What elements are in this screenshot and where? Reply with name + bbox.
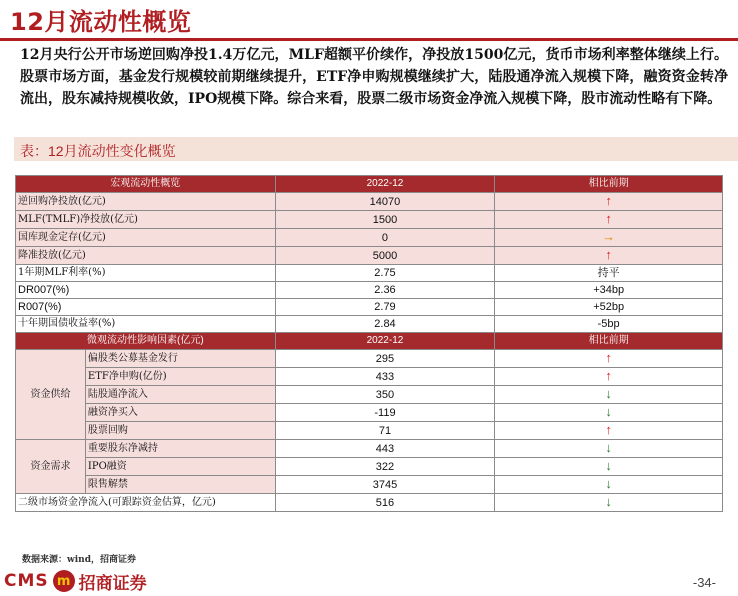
row-value: 3745: [275, 476, 495, 494]
table-row: [16, 404, 723, 422]
row-label: 降准投放(亿元): [16, 247, 276, 265]
down-arrow-icon: ↓: [495, 386, 723, 404]
table-caption: 表：12月流动性变化概览: [20, 143, 176, 159]
table-row: [16, 440, 723, 458]
row-label: 国库现金定存(亿元): [16, 229, 276, 247]
row-value: 5000: [275, 247, 495, 265]
row-label: 十年期国债收益率(%): [16, 316, 276, 333]
up-arrow-icon: ↑: [495, 422, 723, 440]
row-label: ETF净申购(亿份): [85, 368, 275, 386]
row-value: -119: [275, 404, 495, 422]
table-row: [16, 368, 723, 386]
table-row: [16, 422, 723, 440]
table-row: [16, 316, 723, 333]
cms-logo: [4, 566, 147, 596]
liquidity-table: [15, 175, 723, 512]
row-label: 股票回购: [85, 422, 275, 440]
table-row: [16, 386, 723, 404]
table-row: [16, 265, 723, 282]
table-row: [16, 299, 723, 316]
macro-header-period: 2022-12: [275, 176, 495, 193]
row-value: 295: [275, 350, 495, 368]
up-arrow-icon: ↑: [495, 350, 723, 368]
row-change: +52bp: [495, 299, 723, 316]
table-row: [16, 193, 723, 211]
row-label: 陆股通净流入: [85, 386, 275, 404]
up-arrow-icon: ↑: [495, 247, 723, 265]
row-change: -5bp: [495, 316, 723, 333]
page-title: 12月流动性概览: [10, 8, 192, 36]
macro-header-label: 宏观流动性概览: [16, 176, 276, 193]
logo-badge-icon: m: [53, 570, 75, 592]
row-label: IPO融资: [85, 458, 275, 476]
up-arrow-icon: ↑: [495, 211, 723, 229]
micro-header-label: 微观流动性影响因素(亿元): [16, 333, 276, 350]
row-label: 1年期MLF利率(%): [16, 265, 276, 282]
row-value: 2.84: [275, 316, 495, 333]
row-value: 2.36: [275, 282, 495, 299]
row-label: 融资净买入: [85, 404, 275, 422]
row-value: 350: [275, 386, 495, 404]
row-change: +34bp: [495, 282, 723, 299]
table-row: [16, 211, 723, 229]
table-row: [16, 247, 723, 265]
logo-text-en: CMS: [4, 571, 49, 591]
row-value: 1500: [275, 211, 495, 229]
row-value: 0: [275, 229, 495, 247]
table-row: [16, 229, 723, 247]
down-arrow-icon: ↓: [495, 404, 723, 422]
row-value: 2.79: [275, 299, 495, 316]
row-label: 限售解禁: [85, 476, 275, 494]
row-change: 持平: [495, 265, 723, 282]
row-label: MLF(TMLF)净投放(亿元): [16, 211, 276, 229]
table-row: [16, 350, 723, 368]
macro-header-row: [16, 176, 723, 193]
summary-paragraph: 12月央行公开市场逆回购净投1.4万亿元，MLF超额平价续作，净投放1500亿元，货币市场利率整体继续上行。股票市场方面，基金发行规模较前期继续提升，ETF净申购规模继续扩大，陆股通净流入规模下降，融资资金转净流出，股东减持规模收敛，IPO规模下降。综合来看，股票二级市场资金净流入规模下降，股市流动性略有下降。: [20, 47, 728, 107]
micro-header-row: [16, 333, 723, 350]
right-arrow-icon: →: [495, 229, 723, 247]
row-value: 433: [275, 368, 495, 386]
table-row: [16, 282, 723, 299]
micro-header-change: 相比前期: [495, 333, 723, 350]
row-label: DR007(%): [16, 282, 276, 299]
row-label: 偏股类公募基金发行: [85, 350, 275, 368]
row-label: 重要股东净减持: [85, 440, 275, 458]
down-arrow-icon: ↓: [495, 440, 723, 458]
net-inflow-row: [16, 494, 723, 512]
page-number: -34-: [692, 575, 716, 590]
down-arrow-icon: ↓: [495, 476, 723, 494]
macro-header-change: 相比前期: [495, 176, 723, 193]
supply-group-label: 资金供给: [16, 350, 86, 440]
down-arrow-icon: ↓: [495, 458, 723, 476]
logo-text-cn: 招商证券: [78, 573, 147, 594]
title-divider: [0, 38, 738, 41]
row-label: R007(%): [16, 299, 276, 316]
row-value: 14070: [275, 193, 495, 211]
micro-header-period: 2022-12: [275, 333, 495, 350]
down-arrow-icon: ↓: [495, 494, 723, 512]
row-value: 516: [275, 494, 495, 512]
row-value: 71: [275, 422, 495, 440]
up-arrow-icon: ↑: [495, 368, 723, 386]
table-row: [16, 476, 723, 494]
row-value: 322: [275, 458, 495, 476]
data-source-note: 数据来源：wind，招商证券: [22, 555, 137, 565]
row-value: 443: [275, 440, 495, 458]
row-label: 二级市场资金净流入(可跟踪资金估算，亿元): [16, 494, 276, 512]
up-arrow-icon: ↑: [495, 193, 723, 211]
row-label: 逆回购净投放(亿元): [16, 193, 276, 211]
table-row: [16, 458, 723, 476]
row-value: 2.75: [275, 265, 495, 282]
demand-group-label: 资金需求: [16, 440, 86, 494]
